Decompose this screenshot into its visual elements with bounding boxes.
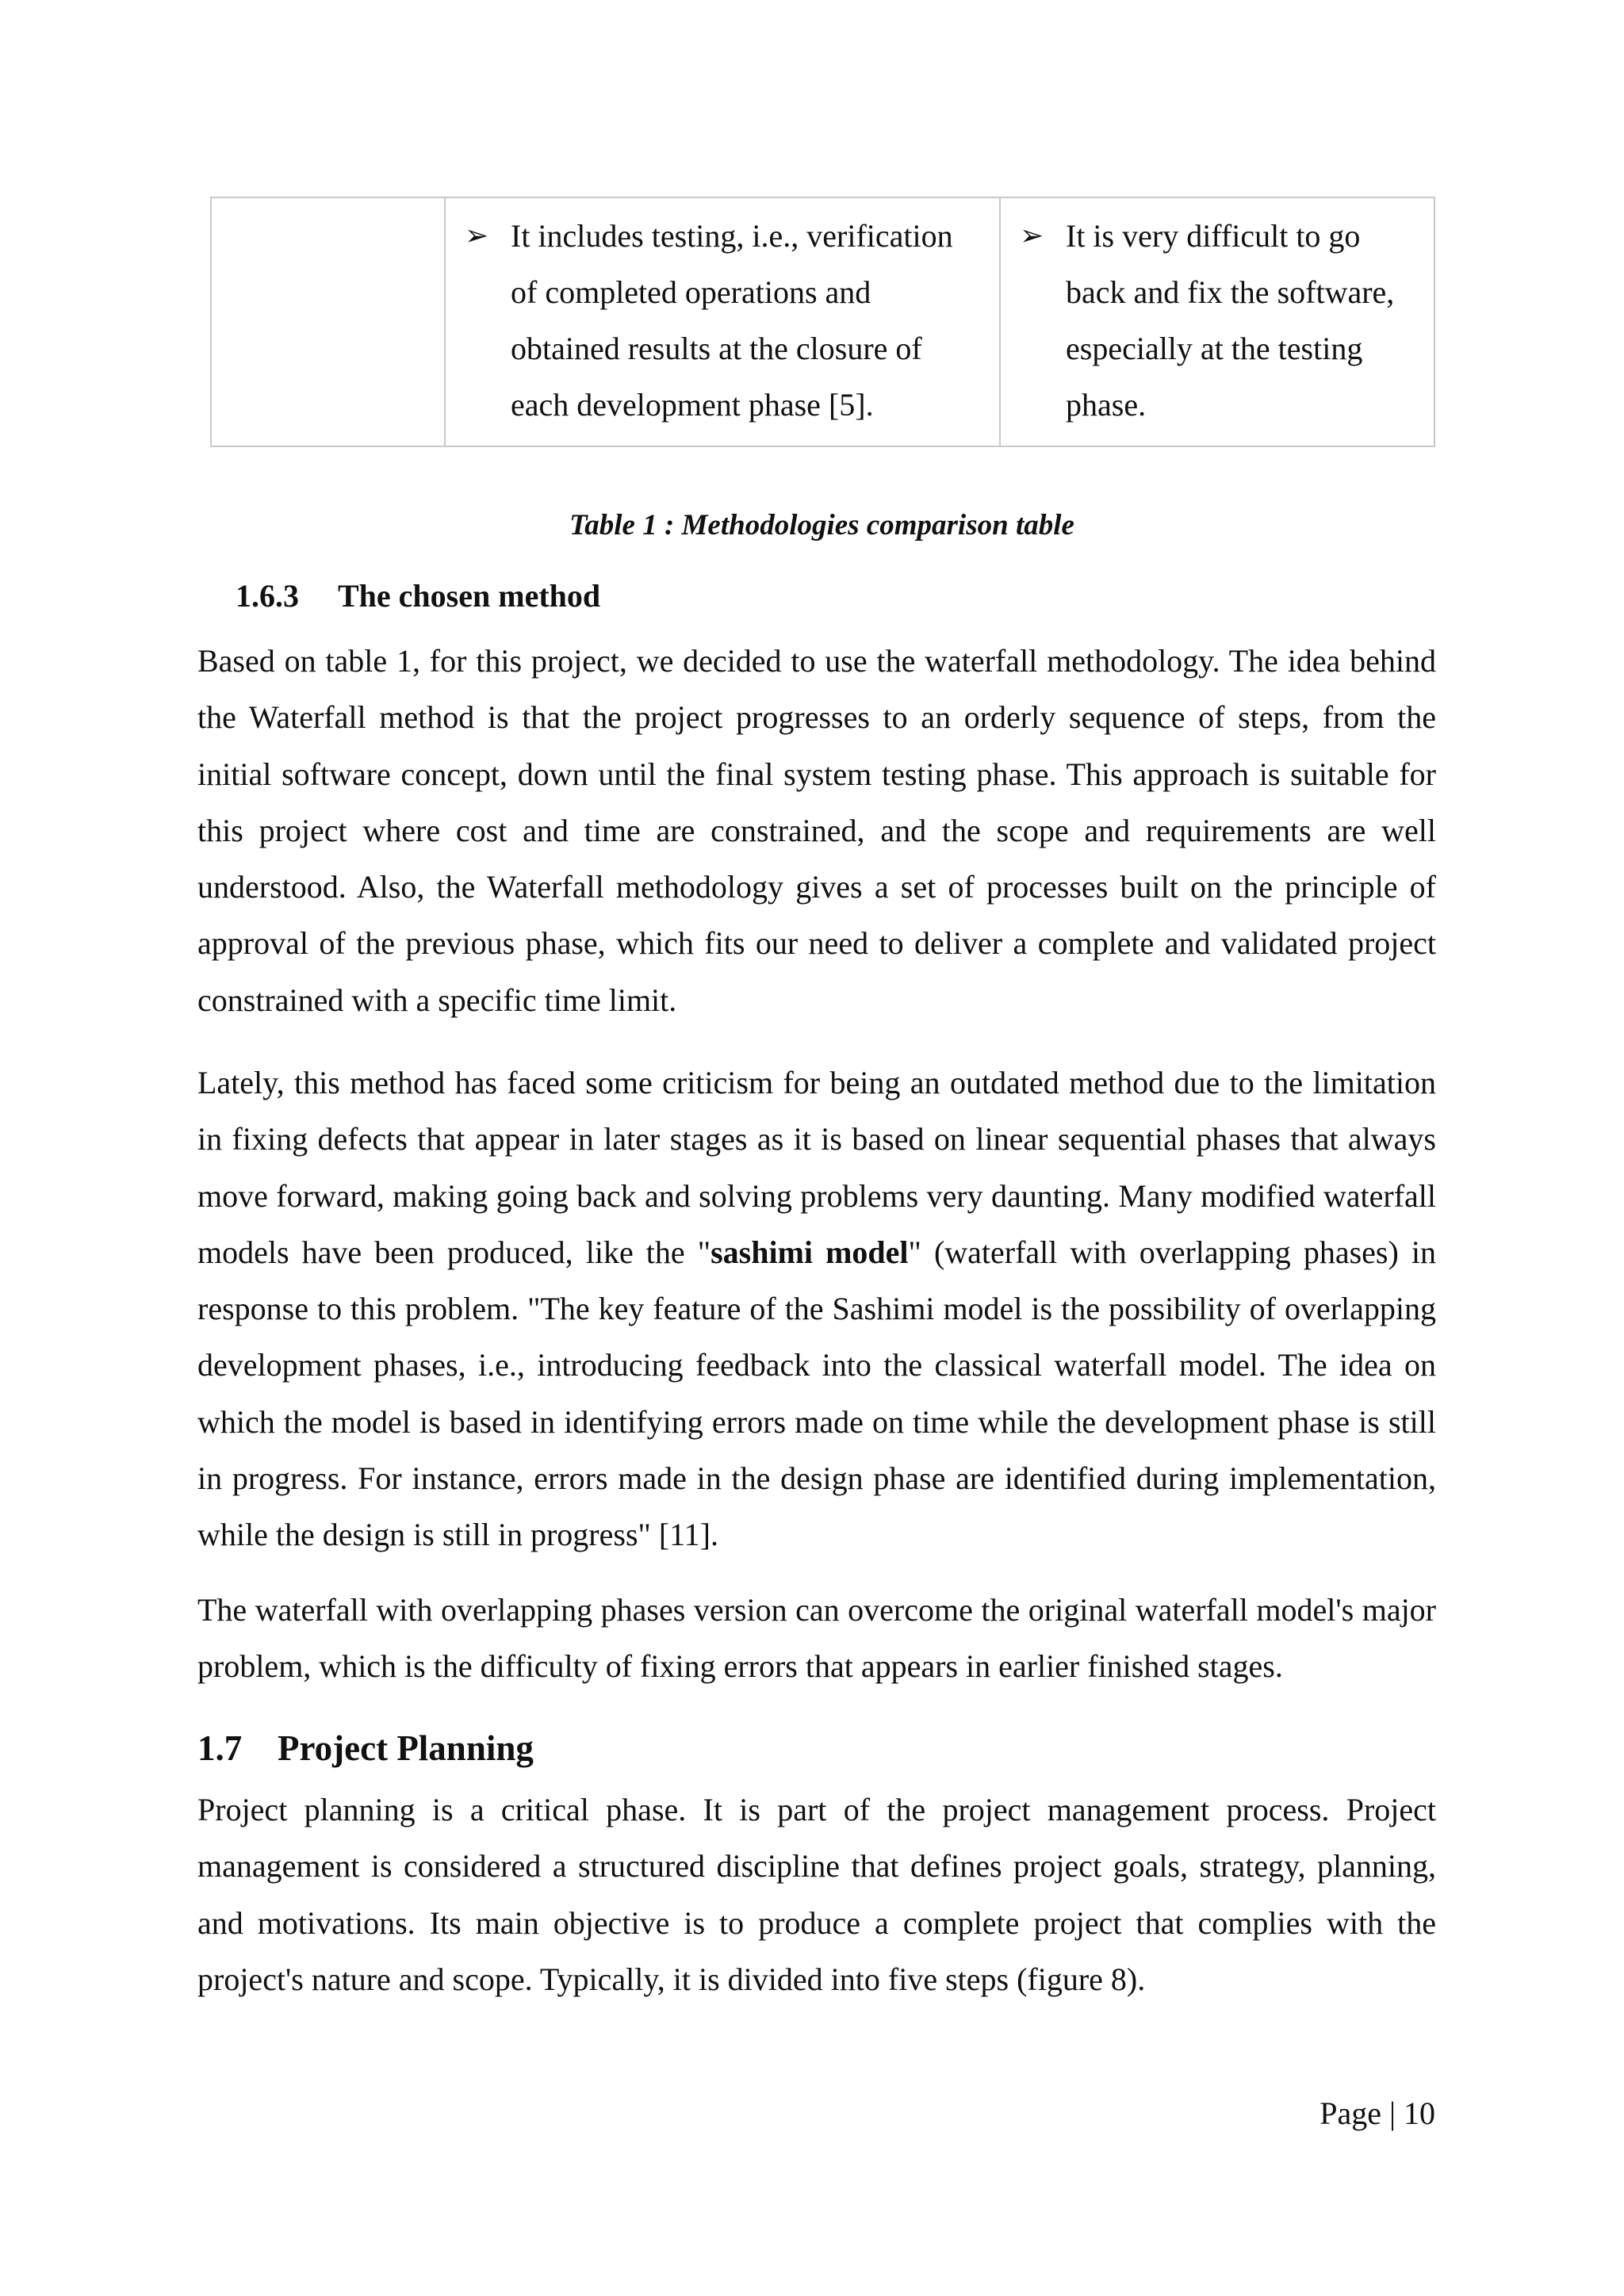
paragraph-text: " (waterfall with overlapping phases) in response to this problem. "The key feature of the Sashimi model is the possibility of overlapping development phases, i.e., introducing feedback into the classical waterfall model. The idea on which the model is based in identifying errors made on time while the development phase is still in progress. For instance, errors made in the design phase are identified during implementation, while the design is still in progress" [11].	[197, 1234, 1436, 1553]
arrowhead-bullet-icon: ➢	[465, 220, 489, 251]
table-row	[211, 197, 1434, 446]
arrowhead-bullet-icon: ➢	[1020, 220, 1044, 251]
section-number: 1.7	[197, 1728, 243, 1768]
section-number: 1.6.3	[236, 578, 299, 614]
table-cell	[445, 197, 1000, 446]
section-heading-1-7	[197, 1722, 534, 1774]
bullet-text: It includes testing, i.e., verification of completed operations and obtained results at the closure of each development phase [5].	[511, 218, 953, 423]
table-cell	[1000, 197, 1434, 446]
paragraph: The waterfall with overlapping phases version can overcome the original waterfall model's major problem, which is the difficulty of fixing errors that appears in earlier finished stages.	[197, 1592, 1436, 1685]
paragraph-text: Lately, this method has faced some criticism for being an outdated method due to the limitation in fixing defects that appear in later stages as it is based on linear sequential phases that always move forward, making going back and solving problems very daunting. Many modified waterfall models have been produced, like the "	[197, 1065, 1436, 1270]
methodologies-comparison-table	[210, 197, 1435, 447]
section-heading-1-6-3	[236, 572, 600, 620]
section-title: Project Planning	[278, 1728, 534, 1768]
comparison-table-continuation	[210, 197, 1434, 447]
section-title: The chosen method	[338, 578, 601, 614]
paragraph	[197, 1054, 1436, 1563]
bold-term: sashimi model	[710, 1234, 909, 1270]
page-number: Page | 10	[1320, 2095, 1435, 2131]
bullet-text: It is very difficult to go back and fix the software, especially at the testing phase.	[1066, 218, 1395, 423]
paragraph: Based on table 1, for this project, we decided to use the waterfall methodology. The idea behind the Waterfall method is that the project progresses to an orderly sequence of steps, from the initial software concept, down until the final system testing phase. This approach is suitable for this project where cost and time are constrained, and the scope and requirements are well understood. Also, the Waterfall methodology gives a set of processes built on the principle of approval of the previous phase, which fits our need to deliver a complete and validated project constrained with a specific time limit.	[197, 643, 1436, 1018]
list-item	[465, 208, 980, 433]
table-cell-empty	[211, 197, 445, 446]
list-item	[1020, 208, 1415, 433]
table-caption: Table 1 : Methodologies comparison table	[569, 509, 1074, 541]
paragraph: Project planning is a critical phase. It is part of the project management process. Project management is considered a structured discipline that defines project goals, strategy, planning, and motivations. Its main objective is to produce a complete project that complies with the project's nature and scope. Typically, it is divided into five steps (figure 8).	[197, 1792, 1436, 1997]
